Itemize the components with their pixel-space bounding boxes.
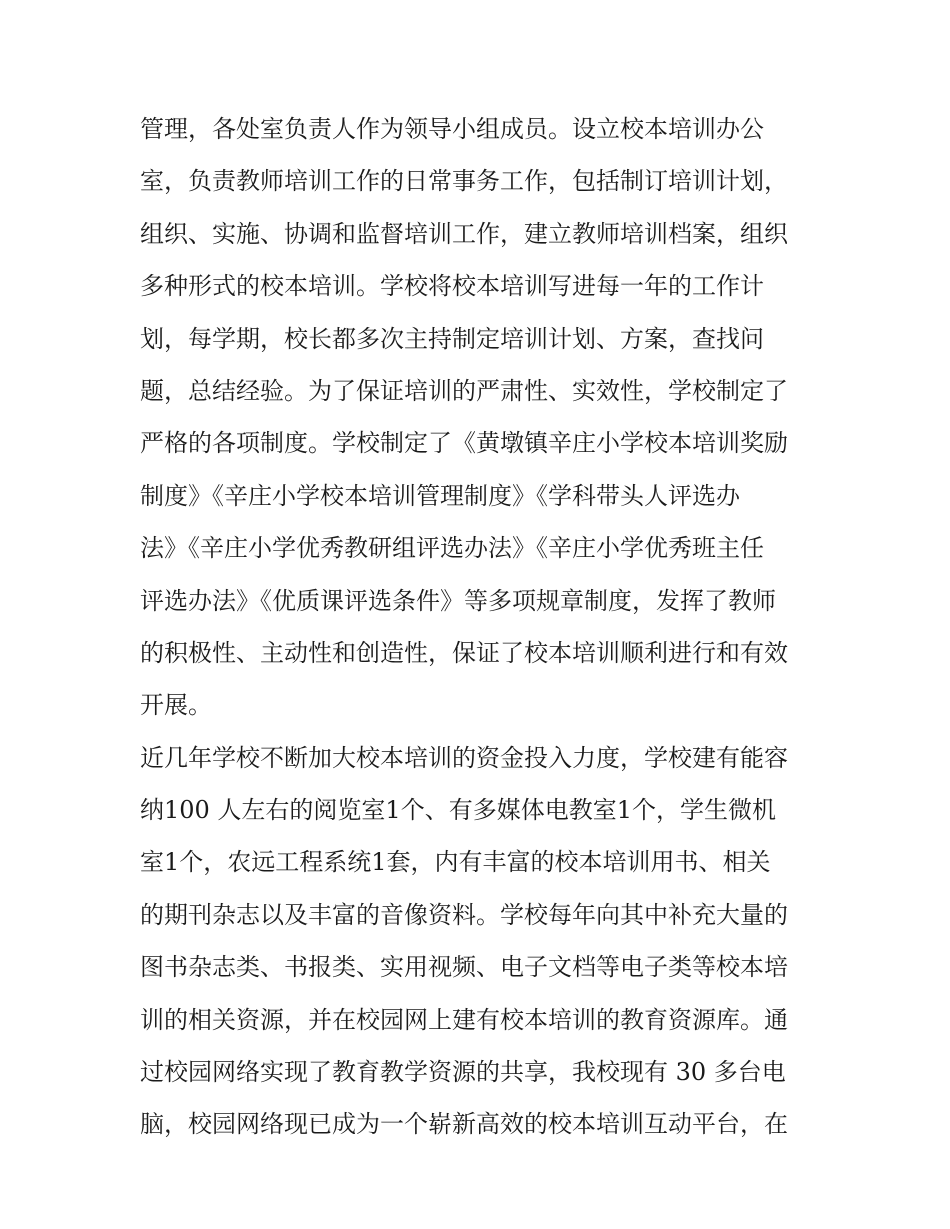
text-line: 开展。 [140, 691, 212, 720]
text-line: 近几年学校不断加大校本培训的资金投入力度，学校建有能容 [140, 743, 788, 772]
text-line: 的积极性、主动性和创造性，保证了校本培训顺利进行和有效 [140, 638, 788, 667]
text-line: 室1个，农远工程系统1套，内有丰富的校本培训用书、相关 [140, 848, 771, 877]
text-line: 脑，校园网络现已成为一个崭新高效的校本培训互动平台，在 [140, 1110, 788, 1139]
text-line: 组织、实施、协调和监督培训工作，建立教师培训档案，组织 [140, 219, 788, 248]
text-line: 管理，各处室负责人作为领导小组成员。设立校本培训办公 [140, 115, 764, 143]
text-line: 过校园网络实现了教育教学资源的共享，我校现有 30 多台电 [140, 1058, 786, 1087]
body-text [140, 103, 820, 1151]
text-line: 划，每学期，校长都多次主持制定培训计划、方案，查找问 [140, 324, 764, 353]
text-line: 评选办法》《优质课评选条件》等多项规章制度，发挥了教师 [140, 586, 776, 615]
text-line: 室，负责教师培训工作的日常事务工作，包括制订培训计划， [140, 167, 788, 196]
text-line: 纳100 人左右的阅览室1个、有多媒体电教室1个，学生微机 [140, 796, 776, 825]
text-line: 多种形式的校本培训。学校将校本培训写进每一年的工作计 [140, 272, 764, 301]
text-line: 图书杂志类、书报类、实用视频、电子文档等电子类等校本培 [140, 953, 788, 982]
text-line: 制度》《辛庄小学校本培训管理制度》《学科带头人评选办 [140, 481, 740, 510]
text-line: 的期刊杂志以及丰富的音像资料。学校每年向其中补充大量的 [140, 900, 788, 929]
text-line: 严格的各项制度。学校制定了《黄墩镇辛庄小学校本培训奖励 [140, 429, 788, 458]
text-line: 题，总结经验。为了保证培训的严肃性、实效性，学校制定了 [140, 376, 788, 405]
text-line: 训的相关资源，并在校园网上建有校本培训的教育资源库。通 [140, 1005, 788, 1034]
text-line: 法》《辛庄小学优秀教研组评选办法》《辛庄小学优秀班主任 [140, 534, 764, 563]
